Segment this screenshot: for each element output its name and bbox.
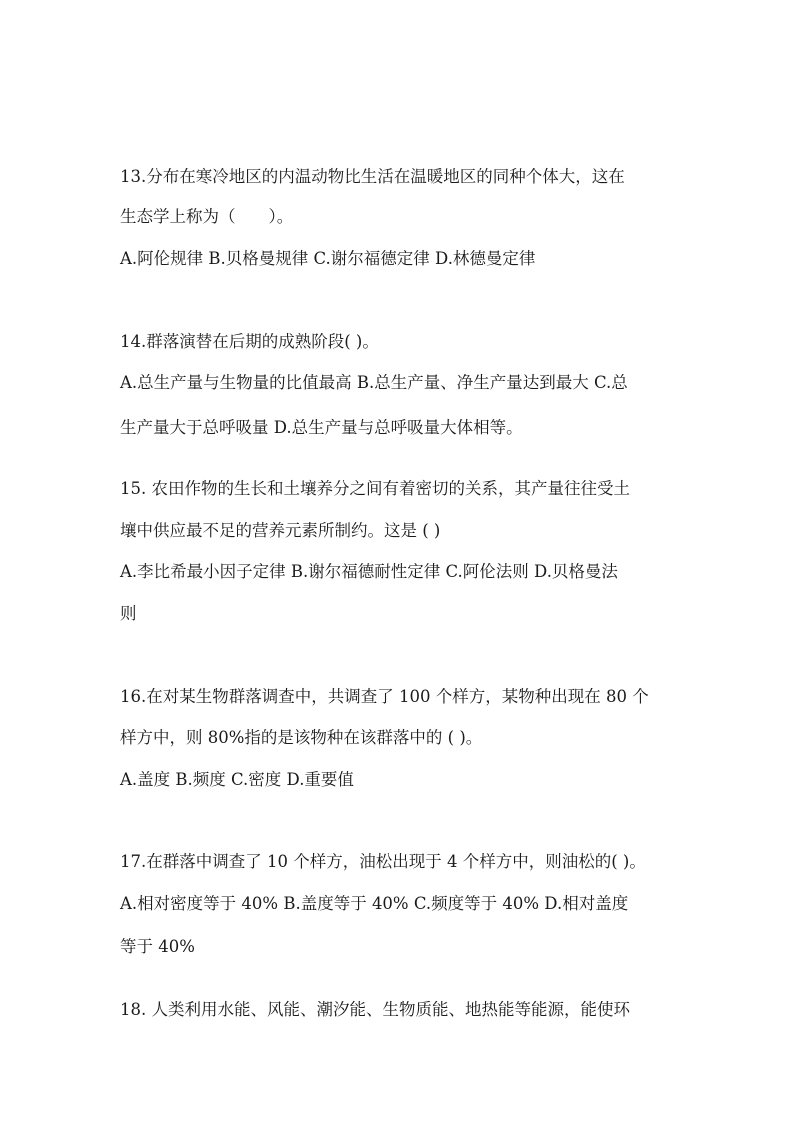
question-15-options-line-1: A.李比希最小因子定律 B.谢尔福德耐性定律 C.阿伦法则 D.贝格曼法 xyxy=(120,562,618,581)
question-15-stem-line-2: 壤中供应最不足的营养元素所制约。这是 ( ) xyxy=(120,521,441,540)
question-16-options: A.盖度 B.频度 C.密度 D.重要值 xyxy=(120,770,354,789)
question-17-options-line-1: A.相对密度等于 40% B.盖度等于 40% C.频度等于 40% D.相对盖度 xyxy=(120,894,629,913)
question-17-options-line-2: 等于 40% xyxy=(120,937,195,956)
question-13-stem-line-2: 生态学上称为（ ）。 xyxy=(120,207,294,226)
question-16-stem-line-2: 样方中，则 80%指的是该物种在该群落中的 ( )。 xyxy=(120,728,483,747)
question-14-stem: 14.群落演替在后期的成熟阶段( )。 xyxy=(120,332,379,351)
question-14-options-line-1: A.总生产量与生物量的比值最高 B.总生产量、净生产量达到最大 C.总 xyxy=(120,373,628,392)
question-17-stem: 17.在群落中调查了 10 个样方，油松出现于 4 个样方中，则油松的( )。 xyxy=(120,852,646,871)
question-13-options: A.阿伦规律 B.贝格曼规律 C.谢尔福德定律 D.林德曼定律 xyxy=(120,249,536,268)
question-16-stem-line-1: 16.在对某生物群落调查中，共调查了 100 个样方，某物种出现在 80 个 xyxy=(120,687,649,706)
question-14-options-line-2: 生产量大于总呼吸量 D.总生产量与总呼吸量大体相等。 xyxy=(120,418,523,437)
question-13-stem-line-1: 13.分布在寒冷地区的内温动物比生活在温暖地区的同种个体大，这在 xyxy=(120,167,625,186)
question-15-stem-line-1: 15. 农田作物的生长和土壤养分之间有着密切的关系，其产量往往受土 xyxy=(120,479,630,498)
question-18-stem: 18. 人类利用水能、风能、潮汐能、生物质能、地热能等能源，能使环 xyxy=(120,1000,630,1019)
question-15-options-line-2: 则 xyxy=(120,604,137,623)
